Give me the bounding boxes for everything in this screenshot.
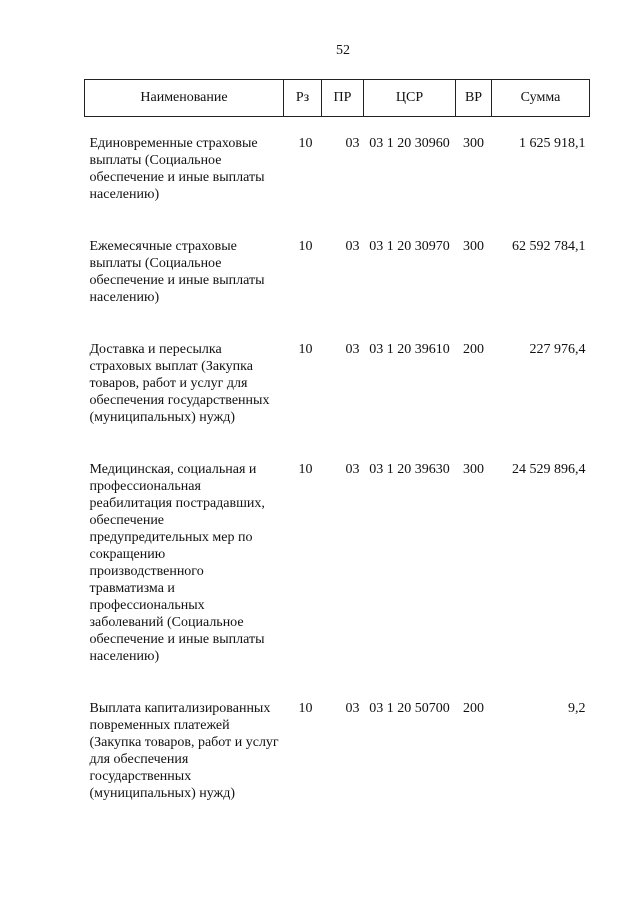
row-name: Выплата капитализированных повременных платежей (Закупка товаров, работ и услуг для обеспечения государственных (муниципальных) нужд) [89, 701, 279, 801]
row-pr: 03 [345, 701, 360, 716]
row-pr: 03 [345, 239, 360, 254]
row-sum: 227 976,4 [529, 342, 586, 357]
table-row [85, 341, 590, 426]
header-sum: Сумма [492, 80, 590, 117]
table-row [85, 135, 590, 203]
row-rz: 10 [298, 239, 313, 254]
row-vr: 200 [463, 701, 484, 716]
header-csr: ЦСР [364, 80, 456, 117]
row-vr: 300 [463, 462, 484, 477]
table-row [85, 700, 590, 802]
row-pr: 03 [345, 342, 360, 357]
row-vr: 300 [463, 239, 484, 254]
row-rz: 10 [298, 701, 313, 716]
table-row [85, 238, 590, 306]
header-rz: Рз [284, 80, 322, 117]
row-pr: 03 [345, 136, 360, 151]
header-vr: ВР [456, 80, 492, 117]
row-csr: 03 1 20 50700 [369, 701, 450, 716]
row-csr: 03 1 20 39610 [369, 342, 450, 357]
row-name: Ежемесячные страховые выплаты (Социальное обеспечение и иные выплаты населению) [89, 239, 265, 305]
page-number: 52 [336, 43, 350, 58]
row-name: Доставка и пересылка страховых выплат (Закупка товаров, работ и услуг для обеспечения государственных (муниципальных) нужд) [89, 342, 270, 425]
row-sum: 9,2 [568, 701, 586, 716]
row-name: Единовременные страховые выплаты (Социальное обеспечение и иные выплаты населению) [89, 136, 265, 202]
budget-table [84, 79, 590, 802]
table-row [85, 461, 590, 665]
table-header-row [85, 80, 590, 117]
header-pr: ПР [322, 80, 364, 117]
row-pr: 03 [345, 462, 360, 477]
row-csr: 03 1 20 39630 [369, 462, 450, 477]
row-csr: 03 1 20 30960 [369, 136, 450, 151]
row-sum: 1 625 918,1 [519, 136, 586, 151]
header-name: Наименование [85, 80, 284, 117]
row-rz: 10 [298, 136, 313, 151]
row-csr: 03 1 20 30970 [369, 239, 450, 254]
row-rz: 10 [298, 462, 313, 477]
row-sum: 24 529 896,4 [512, 462, 586, 477]
row-rz: 10 [298, 342, 313, 357]
row-sum: 62 592 784,1 [512, 239, 586, 254]
row-name: Медицинская, социальная и профессиональная реабилитация пострадавших, обеспечение предупредительных мер по сокращению производственного травматизма и профессиональных заболеваний (Социальное обеспечение и иные выплаты населению) [89, 462, 265, 664]
row-vr: 200 [463, 342, 484, 357]
row-vr: 300 [463, 136, 484, 151]
